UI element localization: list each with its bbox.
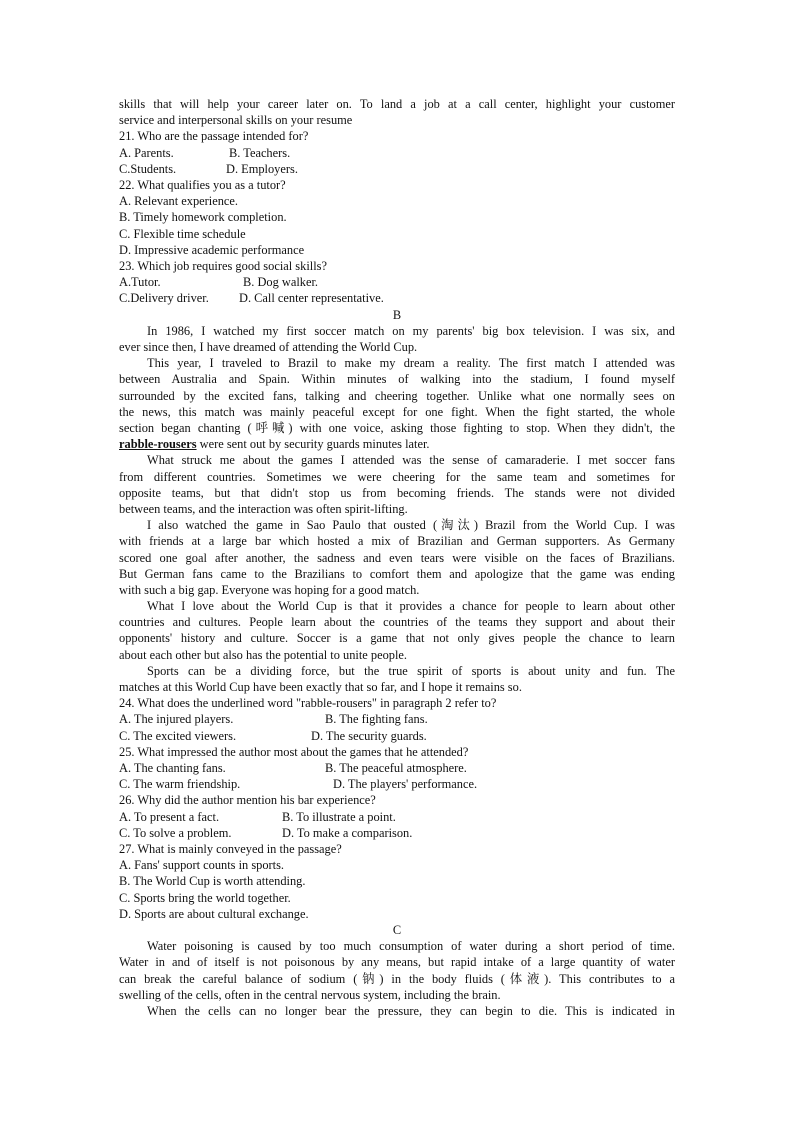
- paragraph-c2: [119, 1003, 675, 1019]
- text-line: skills that will help your career later on. To land a job at a call center, highlight your customer: [119, 97, 675, 111]
- option-b: B. The World Cup is worth attending.: [119, 874, 306, 889]
- question-stem: 23. Which job requires good social skills?: [119, 259, 327, 274]
- text-line: section began chanting (呼喊) with one voice, asking those fighting to stop. When they didn't, the: [119, 420, 675, 435]
- question-stem: 24. What does the underlined word "rabble-rousers" in paragraph 2 refer to?: [119, 696, 497, 711]
- option-d: D. The security guards.: [311, 728, 427, 743]
- text-line: ever since then, I have dreamed of attending the World Cup.: [119, 340, 418, 355]
- option-b: B. The peaceful atmosphere.: [325, 761, 467, 776]
- text-line: swelling of the cells, often in the central nervous system, including the brain.: [119, 987, 501, 1002]
- option-c: C.Students.: [119, 161, 177, 176]
- text-line: between Australia and Spain. Within minutes of walking into the stadium, I found myself: [119, 372, 675, 387]
- option-d: D. Sports are about cultural exchange.: [119, 906, 309, 921]
- option-d: D. Impressive academic performance: [119, 242, 305, 257]
- option-c: C. The warm friendship.: [119, 777, 241, 792]
- question-22: [119, 177, 675, 258]
- text-line: But German fans came to the Brazilians to comfort them and apologize that the game was ending: [119, 566, 675, 581]
- option-a: A. The injured players.: [119, 712, 234, 727]
- text-fragment: were sent out by security guards minutes later.: [196, 437, 430, 452]
- option-b: B. Timely homework completion.: [119, 210, 287, 225]
- paragraph-b1: [119, 323, 675, 355]
- option-b: B. Teachers.: [229, 145, 291, 160]
- option-d: D. The players' performance.: [333, 777, 478, 792]
- text-line: between teams, and the interaction was often spirit-lifting.: [119, 501, 408, 516]
- option-c: C.Delivery driver.: [119, 291, 209, 306]
- option-a: A. To present a fact.: [119, 809, 220, 824]
- section-heading-b: B: [392, 307, 402, 322]
- option-a: A. The chanting fans.: [119, 761, 226, 776]
- text-line: the news, this match was mainly peaceful except for one fight. When the fight started, the whole: [119, 404, 675, 419]
- text-line: surrounded by the excited fans, talking and cheering together. Unlike what one normally sees on: [119, 388, 675, 403]
- option-c: C. To solve a problem.: [119, 825, 232, 840]
- text-line: scored one goal after another, the sadness and even tears were visible on the faces of Brazilians.: [119, 550, 675, 565]
- question-stem: 25. What impressed the author most about the games that he attended?: [119, 744, 469, 759]
- text-line: What struck me about the games I attended was the sense of camaraderie. I met soccer fans: [147, 453, 675, 468]
- text-line: What I love about the World Cup is that it provides a chance for people to learn about other: [147, 599, 675, 614]
- text-line: Water in and of itself is not poisonous by any means, but rapid intake of a large quantity of water: [119, 955, 675, 970]
- text-line: [119, 436, 675, 452]
- section-heading-c: C: [392, 923, 402, 938]
- question-stem: 21. Who are the passage intended for?: [119, 129, 309, 144]
- option-b: B. Dog walker.: [243, 275, 319, 290]
- question-stem: 26. Why did the author mention his bar experience?: [119, 793, 376, 808]
- question-23: [119, 258, 675, 307]
- option-d: D. Employers.: [226, 161, 298, 176]
- text-line: from different countries. Sometimes we were cheering for the same team and sometimes for: [119, 469, 675, 484]
- text-line: This year, I traveled to Brazil to make my dream a reality. The first match I attended was: [147, 356, 675, 371]
- paragraph-b4: [119, 517, 675, 598]
- paragraph-b3: [119, 452, 675, 517]
- text-line: about each other but also has the potential to unite people.: [119, 647, 407, 662]
- text-line: service and interpersonal skills on your resume: [119, 113, 353, 128]
- question-27: [119, 841, 675, 922]
- question-stem: 27. What is mainly conveyed in the passage?: [119, 842, 342, 857]
- text-line: When the cells can no longer bear the pressure, they can begin to die. This is indicated in: [147, 1004, 675, 1019]
- option-c: C. The excited viewers.: [119, 728, 237, 743]
- document-page: [119, 96, 675, 1019]
- option-c: C. Flexible time schedule: [119, 226, 246, 241]
- option-d: D. To make a comparison.: [282, 825, 413, 840]
- question-26: [119, 792, 675, 841]
- text-line: countries and cultures. People learn about the countries of the teams they support and about their: [119, 615, 675, 630]
- question-21: [119, 128, 675, 177]
- question-stem: 22. What qualifies you as a tutor?: [119, 178, 286, 192]
- option-b: B. To illustrate a point.: [282, 809, 396, 824]
- text-line: can break the careful balance of sodium (钠) in the body fluids (体液). This contributes to a: [119, 971, 675, 986]
- option-a: A. Fans' support counts in sports.: [119, 858, 285, 873]
- paragraph-b6: [119, 663, 675, 695]
- text-line: opposite teams, but that didn't stop us from becoming friends. The stands were not divided: [119, 485, 675, 500]
- option-a: A. Relevant experience.: [119, 194, 239, 209]
- text-line: opponents' history and culture. Soccer is a game that not only gives people the chance to learn: [119, 631, 675, 646]
- option-c: C. Sports bring the world together.: [119, 890, 291, 905]
- question-25: [119, 744, 675, 793]
- option-d: D. Call center representative.: [239, 291, 384, 306]
- option-a: A. Parents.: [119, 145, 174, 160]
- underlined-keyword: rabble-rousers: [119, 437, 197, 452]
- text-line: Water poisoning is caused by too much consumption of water during a short period of time.: [147, 939, 675, 954]
- text-line: with such a big gap. Everyone was hoping for a good match.: [119, 582, 420, 597]
- text-line: Sports can be a dividing force, but the true spirit of sports is about unity and fun. The: [147, 663, 675, 678]
- question-24: [119, 695, 675, 744]
- paragraph-c1: [119, 938, 675, 1003]
- paragraph-b2: [119, 355, 675, 452]
- option-b: B. The fighting fans.: [325, 712, 428, 727]
- paragraph-b5: [119, 598, 675, 663]
- text-line: In 1986, I watched my first soccer match on my parents' big box television. I was six, and: [147, 323, 675, 338]
- option-a: A.Tutor.: [119, 275, 161, 290]
- text-line: with friends at a large bar which hosted a mix of Brazilian and German supporters. As Germany: [119, 534, 675, 549]
- text-line: I also watched the game in Sao Paulo that ousted (淘汰) Brazil from the World Cup. I was: [147, 518, 675, 533]
- text-line: matches at this World Cup have been exactly that so far, and I hope it remains so.: [119, 680, 522, 695]
